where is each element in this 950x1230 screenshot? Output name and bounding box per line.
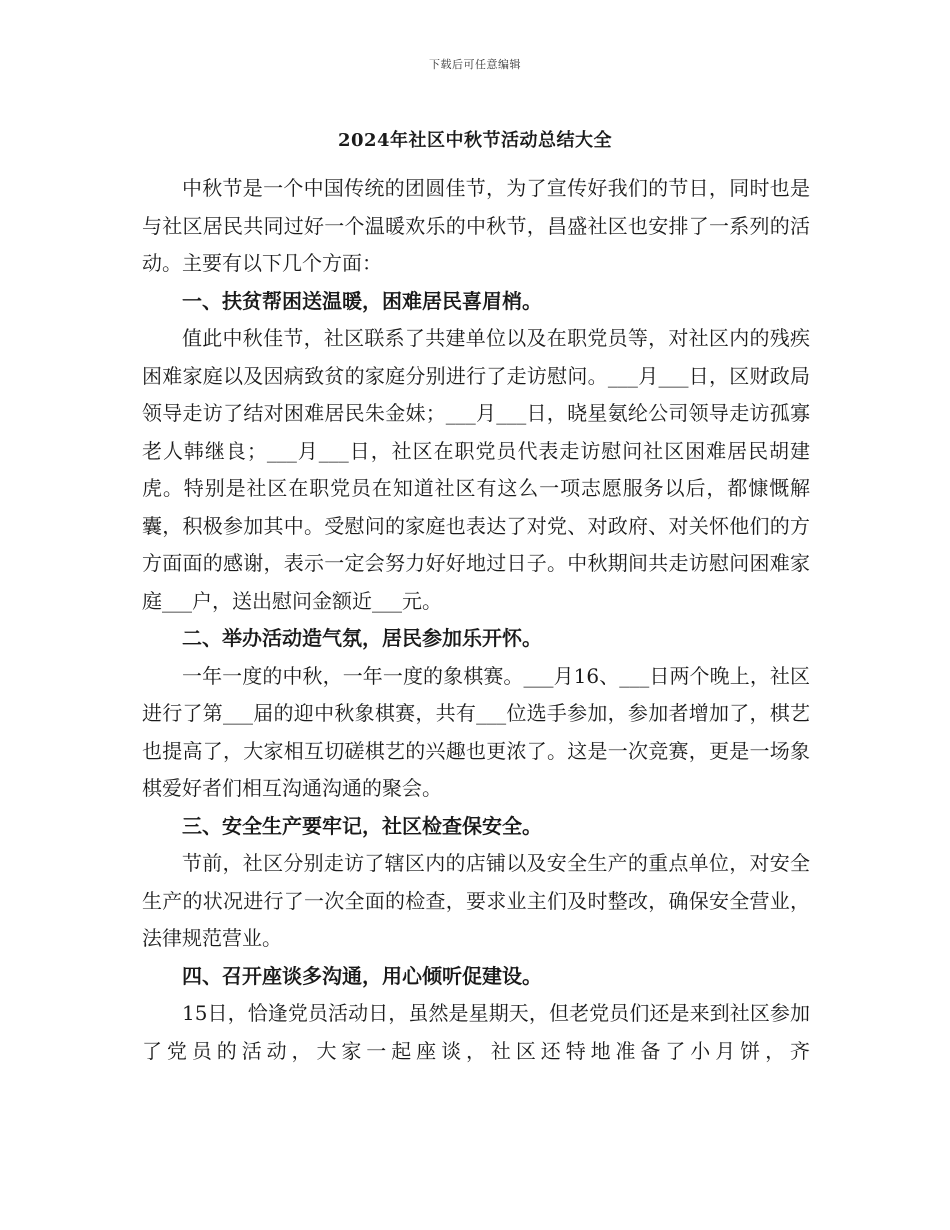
- section-heading-4: 四、召开座谈多沟通，用心倾听促建设。: [182, 963, 542, 988]
- section-heading-2: 二、举办活动造气氛，居民参加乐开怀。: [182, 626, 542, 650]
- section-paragraph-1: 值此中秋佳节，社区联系了共建单位以及在职党员等，对社区内的残疾困难家庭以及因病致贫的家庭分别进行了走访慰问。___月___日，区财政局领导走访了结对困难居民朱金妹；___月___日，晓星氨纶公司领导走访孤寡老人韩继良；___月___日，社区在职党员代表走访慰问社区困难居民胡建虎。特别是社区在职党员在知道社区有这么一项志愿服务以后，都慷慨解囊，积极参加其中。受慰问的家庭也表达了对党、对政府、对关怀他们的方方面面的感谢，表示一定会努力好好地过日子。中秋期间共走访慰问困难家庭___户，送出慰问金额近___元。: [142, 326, 810, 613]
- intro-paragraph: 中秋节是一个中国传统的团圆佳节，为了宣传好我们的节日，同时也是与社区居民共同过好一个温暖欢乐的中秋节，昌盛社区也安排了一系列的活动。主要有以下几个方面：: [142, 176, 810, 275]
- section-heading-3: 三、安全生产要牢记，社区检查保安全。: [182, 813, 542, 838]
- document-body: [142, 170, 810, 1070]
- section-paragraph-3: 节前，社区分别走访了辖区内的店铺以及安全生产的重点单位，对安全生产的状况进行了一次全面的检查，要求业主们及时整改，确保安全营业，法律规范营业。: [142, 851, 810, 950]
- section-heading-1: 一、扶贫帮困送温暖，困难居民喜眉梢。: [182, 288, 542, 313]
- header-note: 下载后可任意编辑: [429, 58, 521, 71]
- document-title: 2024年社区中秋节活动总结大全: [337, 130, 613, 151]
- section-paragraph-2: 一年一度的中秋，一年一度的象棋赛。___月16、___日两个晚上，社区进行了第___届的迎中秋象棋赛，共有___位选手参加，参加者增加了，棋艺也提高了，大家相互切磋棋艺的兴趣也更浓了。这是一次竞赛，更是一场象棋爱好者们相互沟通沟通的聚会。: [142, 663, 810, 800]
- section-paragraph-4: 15日，恰逢党员活动日，虽然是星期天，但老党员们还是来到社区参加了党员的活动，大家一起座谈，社区还特地准备了小月饼，齐: [142, 1001, 810, 1063]
